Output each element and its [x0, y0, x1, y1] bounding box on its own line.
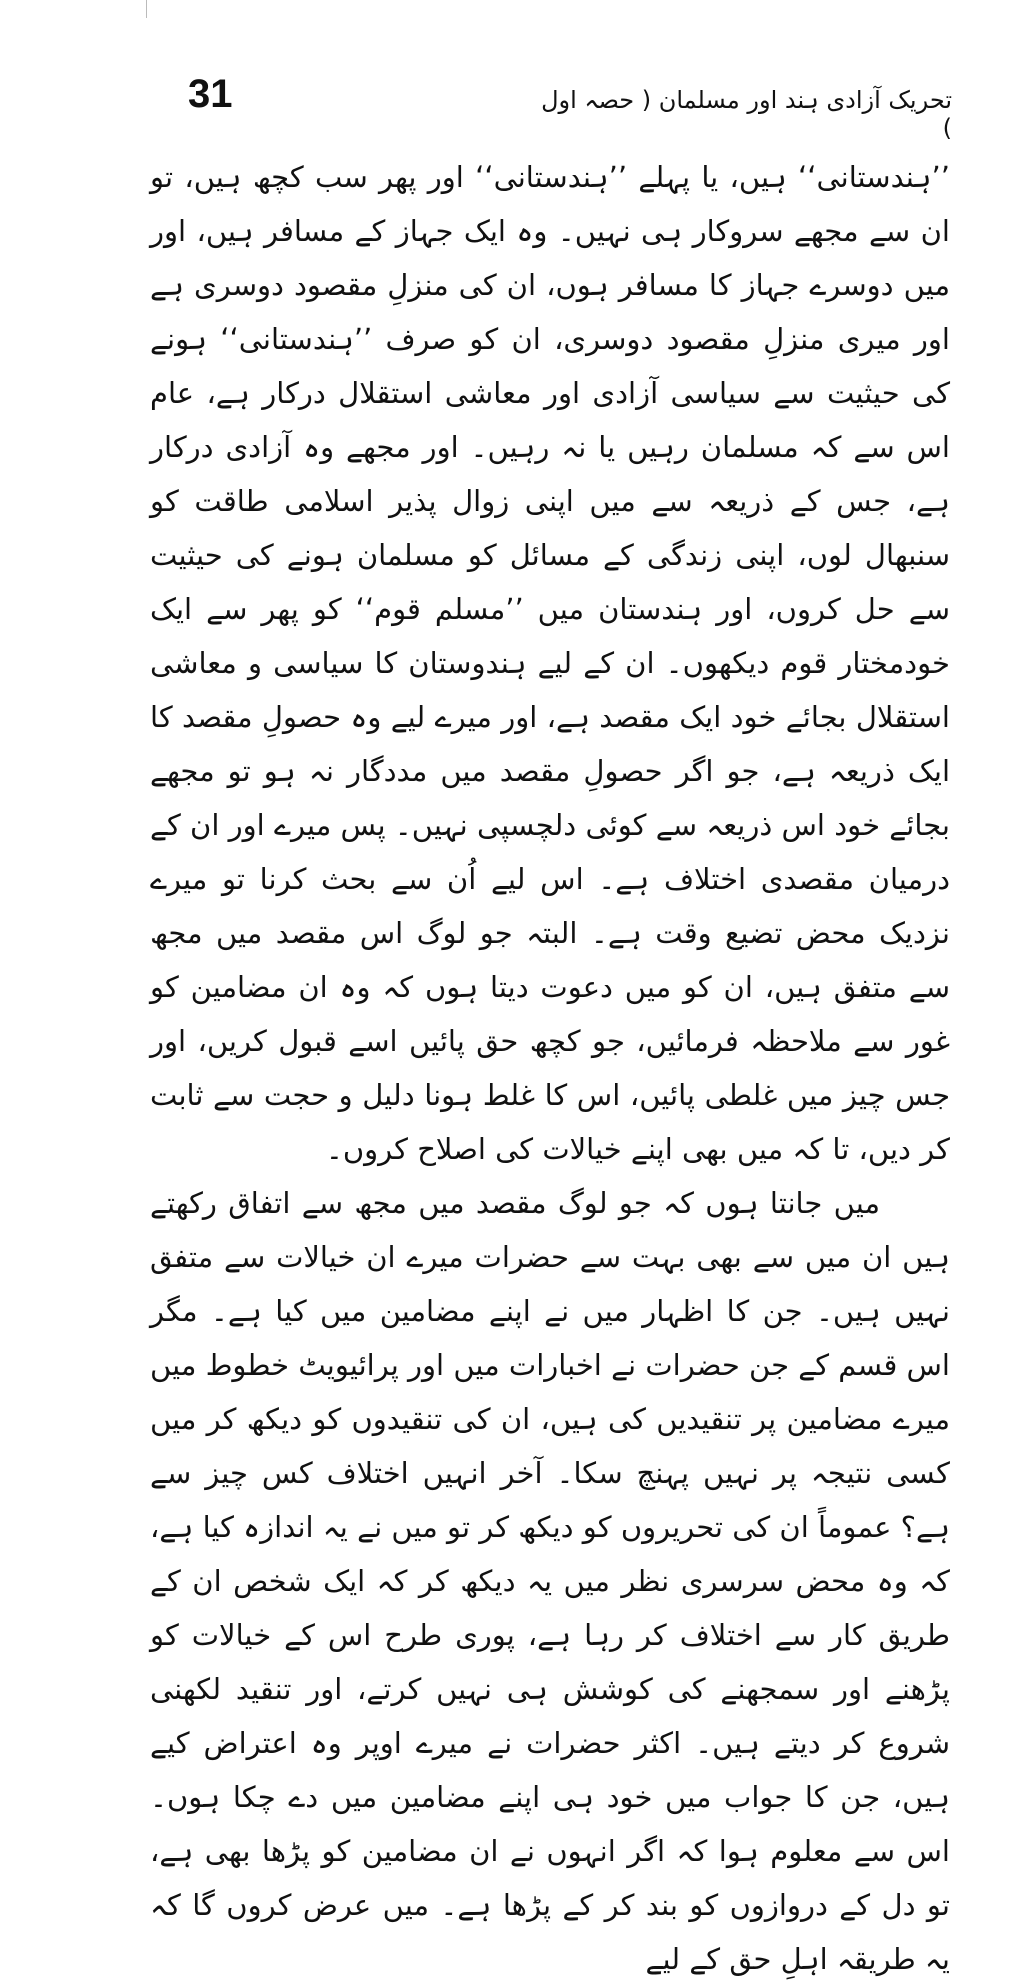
- page-number: 31: [188, 72, 233, 116]
- paragraph-1: ’’ہندستانی‘‘ ہیں، یا پہلے ’’ہندستانی‘‘ اور پھر سب کچھ ہیں، تو ان سے مجھے سروکار ہی نہیں۔ وہ ایک جہاز کے مسافر ہیں، اور میں دوسرے جہاز کا مسافر ہوں، ان کی منزلِ مقصود دوسری ہے اور میری منزلِ مقصود دوسری، ان کو صرف ’’ہندستانی‘‘ ہونے کی حیثیت سے سیاسی آزادی اور معاشی استقلال درکار ہے، عام اس سے کہ مسلمان رہیں یا نہ رہیں۔ اور مجھے وہ آزادی درکار ہے، جس کے ذریعہ سے میں اپنی زوال پذیر اسلامی طاقت کو سنبھال لوں، اپنی زندگی کے مسائل کو مسلمان ہونے کی حیثیت سے حل کروں، اور ہندستان میں ’’مسلم قوم‘‘ کو پھر سے ایک خودمختار قوم دیکھوں۔ ان کے لیے ہندوستان کا سیاسی و معاشی استقلال بجائے خود ایک مقصد ہے، اور میرے لیے وہ حصولِ مقصد کا ایک ذریعہ ہے، جو اگر حصولِ مقصد میں مددگار نہ ہو تو مجھے بجائے خود اس ذریعہ سے کوئی دلچسپی نہیں۔ پس میرے اور ان کے درمیان مقصدی اختلاف ہے۔ اس لیے اُن سے بحث کرنا تو میرے نزدیک محض تضیع وقت ہے۔ البتہ جو لوگ اس مقصد میں مجھ سے متفق ہیں، ان کو میں دعوت دیتا ہوں کہ وہ ان مضامین کو غور سے ملاحظہ فرمائیں، جو کچھ حق پائیں اسے قبول کریں، اور جس چیز میں غلطی پائیں، اس کا غلط ہونا دلیل و حجت سے ثابت کر دیں، تا کہ میں بھی اپنے خیالات کی اصلاح کروں۔: [150, 160, 950, 1166]
- body-text: [150, 150, 950, 1986]
- paragraph-2: میں جانتا ہوں کہ جو لوگ مقصد میں مجھ سے اتفاق رکھتے ہیں ان میں سے بھی بہت سے حضرات میرے ان خیالات سے متفق نہیں ہیں۔ جن کا اظہار میں نے اپنے مضامین میں کیا ہے۔ مگر اس قسم کے جن حضرات نے اخبارات میں اور پرائیویٹ خطوط میں میرے مضامین پر تنقیدیں کی ہیں، ان کی تنقیدوں کو دیکھ کر میں کسی نتیجہ پر نہیں پہنچ سکا۔ آخر انہیں اختلاف کس چیز سے ہے؟ عموماً ان کی تحریروں کو دیکھ کر تو میں نے یہ اندازہ کیا ہے، کہ وہ محض سرسری نظر میں یہ دیکھ کر کہ ایک شخص ان کے طریق کار سے اختلاف کر رہا ہے، پوری طرح اس کے خیالات کو پڑھنے اور سمجھنے کی کوشش ہی نہیں کرتے، اور تنقید لکھنی شروع کر دیتے ہیں۔ اکثر حضرات نے میرے اوپر وہ اعتراض کیے ہیں، جن کا جواب میں خود ہی اپنے مضامین میں دے چکا ہوں۔ اس سے معلوم ہوا کہ اگر انہوں نے ان مضامین کو پڑھا بھی ہے، تو دل کے دروازوں کو بند کر کے پڑھا ہے۔ میں عرض کروں گا کہ یہ طریقہ اہلِ حق کے لیے: [150, 1186, 950, 1976]
- crop-mark: [146, 0, 147, 18]
- running-header: تحریک آزادی ہند اور مسلمان ( حصہ اول ): [541, 86, 952, 142]
